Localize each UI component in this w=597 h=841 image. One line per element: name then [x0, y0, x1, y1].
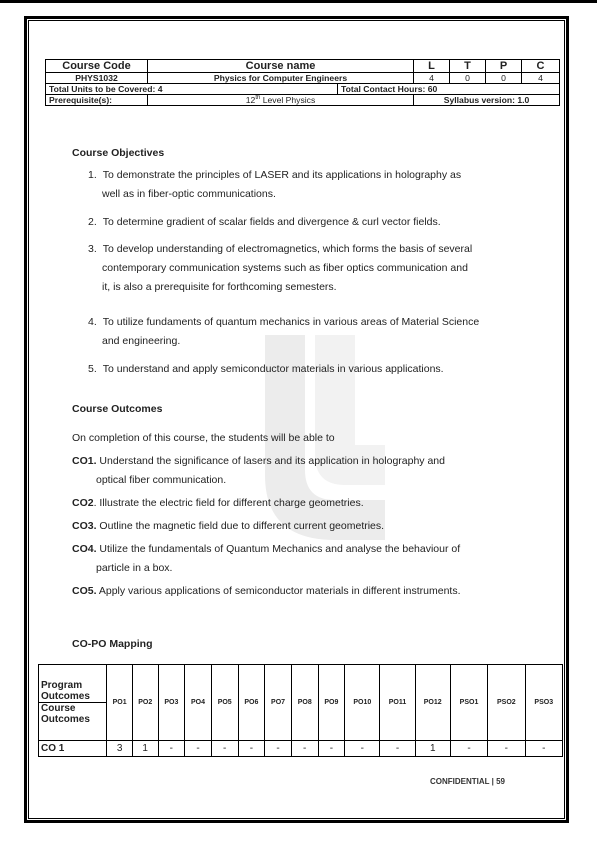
course-code-label: Course Code [46, 60, 148, 73]
outcome-item-5: CO5. Apply various applications of semiconductor materials in different instruments. [72, 585, 461, 597]
table-cell: - [488, 741, 525, 757]
objective-item-4: 4. To utilize fundaments of quantum mechanics in various areas of Material Science and engineering. [88, 316, 480, 347]
table-cell: - [238, 741, 265, 757]
prerequisite-value: 12th Level Physics [148, 95, 414, 106]
mapping-heading: CO-PO Mapping [72, 638, 153, 650]
table-cell: 3 [107, 741, 133, 757]
row-label: CO 1 [39, 741, 107, 757]
table-row [39, 741, 563, 757]
table-cell: - [211, 741, 238, 757]
course-name-label: Course name [148, 60, 414, 73]
total-units: Total Units to be Covered: 4 [46, 84, 338, 95]
objectives-heading: Course Objectives [72, 147, 165, 159]
outcome-item-2: CO2. Illustrate the electric field for different charge geometries. [72, 497, 364, 509]
p-label: P [486, 60, 522, 73]
outcomes-intro: On completion of this course, the students will be able to [72, 432, 335, 444]
table-cell: - [265, 741, 292, 757]
co-po-mapping-table [38, 664, 563, 757]
syllabus-version: Syllabus version: 1.0 [414, 95, 560, 106]
l-label: L [414, 60, 450, 73]
pso-column-header: PSO2 [488, 665, 525, 741]
footer-confidential: CONFIDENTIAL | 59 [430, 777, 505, 786]
table-cell: - [380, 741, 415, 757]
table-cell: - [291, 741, 318, 757]
course-name: Physics for Computer Engineers [148, 73, 414, 84]
po-column-header: PO10 [345, 665, 380, 741]
po-column-header: PO6 [238, 665, 265, 741]
total-contact-hours: Total Contact Hours: 60 [338, 84, 560, 95]
objective-item-1: 1. To demonstrate the principles of LASER and its applications in holography as well as in fiber-optic communications. [88, 169, 462, 200]
table-cell: 1 [415, 741, 450, 757]
table-cell: - [345, 741, 380, 757]
po-column-header: PO5 [211, 665, 238, 741]
objective-item-3: 3. To develop understanding of electromagnetics, which forms the basis of several contemporary communication systems such as fiber optics communication and it, is also a prerequisite for forthcoming semesters. [88, 243, 473, 293]
po-column-header: PO1 [107, 665, 133, 741]
pso-column-header: PSO3 [525, 665, 562, 741]
c-value: 4 [522, 73, 560, 84]
po-column-header: PO3 [158, 665, 185, 741]
mapping-header-row [39, 665, 563, 741]
t-value: 0 [450, 73, 486, 84]
l-value: 4 [414, 73, 450, 84]
prerequisite-label: Prerequisite(s): [46, 95, 148, 106]
outcome-item-4: CO4. Utilize the fundamentals of Quantum Mechanics and analyse the behaviour of particle in a box. [72, 543, 461, 574]
outcome-item-1: CO1. Understand the significance of lasers and its application in holography and optical fiber communication. [72, 455, 445, 486]
table-cell: - [318, 741, 345, 757]
po-column-header: PO12 [415, 665, 450, 741]
table-cell: 1 [132, 741, 158, 757]
c-label: C [522, 60, 560, 73]
objective-item-2: 2. To determine gradient of scalar fields and divergence & curl vector fields. [88, 216, 441, 228]
p-value: 0 [486, 73, 522, 84]
table-cell: - [158, 741, 185, 757]
po-column-header: PO11 [380, 665, 415, 741]
course-header-table [45, 59, 560, 106]
mapping-row-header: Program Outcomes Course Outcomes [39, 665, 107, 741]
outcome-item-3: CO3. Outline the magnetic field due to different current geometries. [72, 520, 385, 532]
course-code: PHYS1032 [46, 73, 148, 84]
po-column-header: PO9 [318, 665, 345, 741]
po-column-header: PO4 [185, 665, 212, 741]
table-cell: - [450, 741, 487, 757]
outcomes-heading: Course Outcomes [72, 403, 163, 415]
t-label: T [450, 60, 486, 73]
table-cell: - [185, 741, 212, 757]
pso-column-header: PSO1 [450, 665, 487, 741]
objective-item-5: 5. To understand and apply semiconductor materials in various applications. [88, 363, 444, 375]
po-column-header: PO7 [265, 665, 292, 741]
po-column-header: PO8 [291, 665, 318, 741]
table-cell: - [525, 741, 562, 757]
top-rule [0, 0, 597, 3]
po-column-header: PO2 [132, 665, 158, 741]
